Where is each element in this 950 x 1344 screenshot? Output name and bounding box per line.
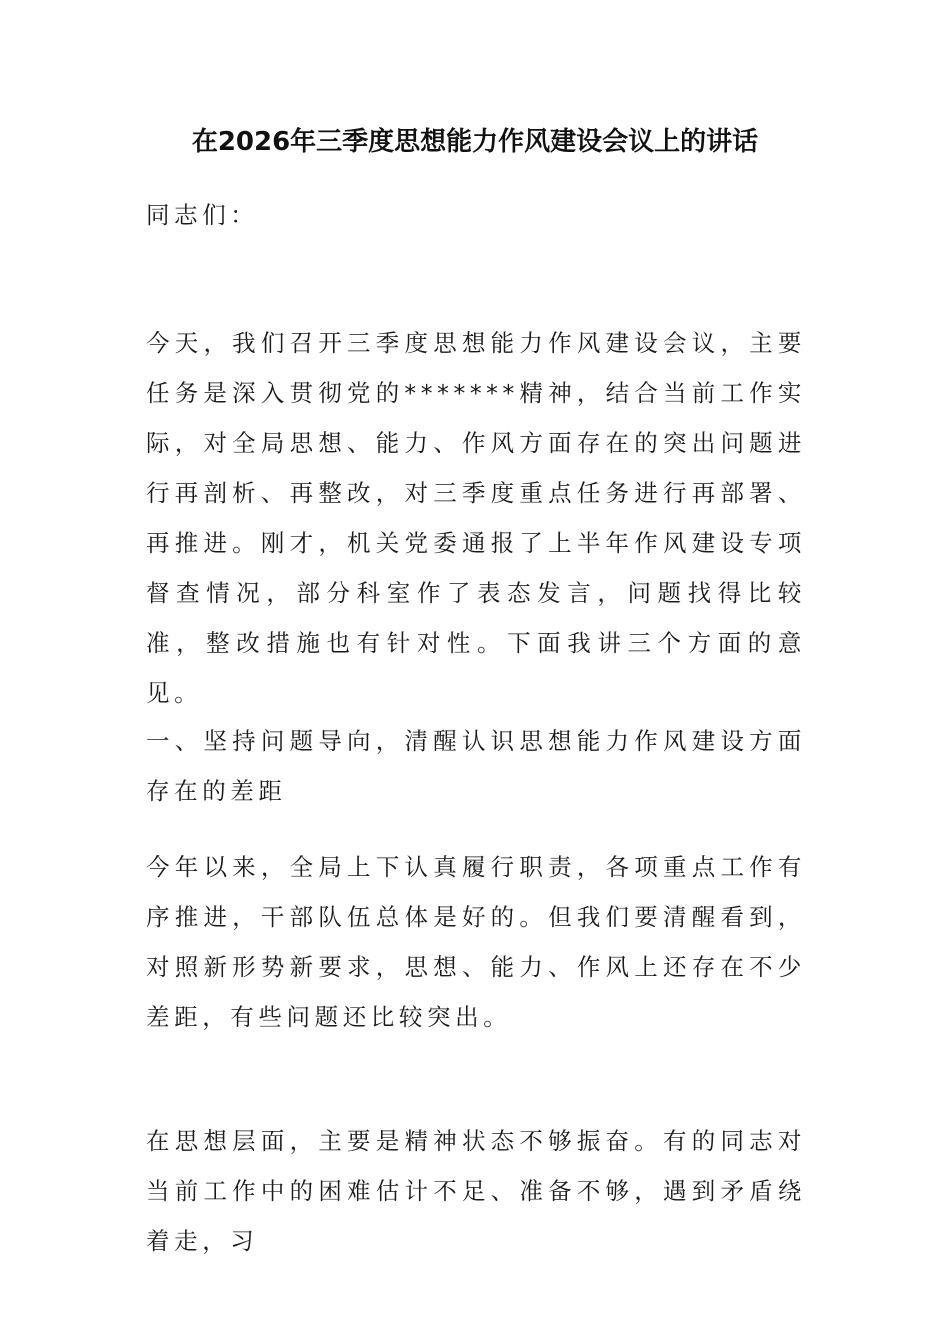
paragraph-overview: 今年以来，全局上下认真履行职责，各项重点工作有序推进，干部队伍总体是好的。但我们要清醒看到，对照新形势新要求，思想、能力、作风上还存在不少差距，有些问题还比较突出。 [146,853,806,1031]
document-title: 在2026年三季度思想能力作风建设会议上的讲话 [191,127,759,157]
greeting: 同志们： [146,201,259,229]
section-heading-1: 一、坚持问题导向，清醒认识思想能力作风建设方面存在的差距 [146,727,806,805]
paragraph-thinking-level: 在思想层面，主要是精神状态不够振奋。有的同志对当前工作中的困难估计不足、准备不够，遇到矛盾绕着走，习 [146,1127,806,1255]
paragraph-intro: 今天，我们召开三季度思想能力作风建设会议，主要任务是深入贯彻党的*******精神，结合当前工作实际，对全局思想、能力、作风方面存在的突出问题进行再剖析、再整改，对三季度重点任务进行再部署、再推进。刚才，机关党委通报了上半年作风建设专项督查情况，部分科室作了表态发言，问题找得比较准，整改措施也有针对性。下面我讲三个方面的意见。 [146,329,806,707]
